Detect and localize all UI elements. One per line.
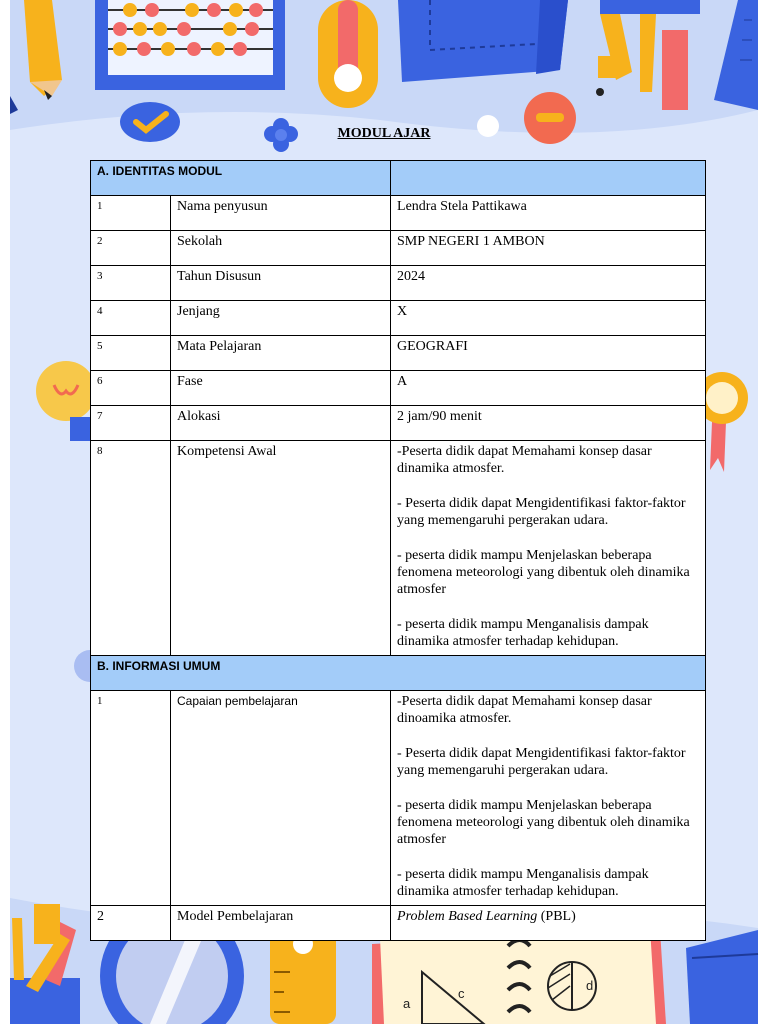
lightbulb-icon bbox=[36, 355, 92, 445]
row-value: Lendra Stela Pattikawa bbox=[391, 196, 706, 231]
model-name-suffix: (PBL) bbox=[537, 909, 576, 924]
kompetensi-points bbox=[391, 441, 706, 656]
cube-icon bbox=[398, 0, 568, 82]
row-label: Fase bbox=[171, 371, 391, 406]
row-label: Mata Pelajaran bbox=[171, 336, 391, 371]
table-row bbox=[91, 336, 706, 371]
row-label: Jenjang bbox=[171, 301, 391, 336]
section-b-heading: B. INFORMASI UMUM bbox=[91, 656, 706, 691]
kompetensi-point: -Peserta didik dapat Memahami konsep dasar dinamika atmosfer. bbox=[397, 444, 652, 476]
row-label: Alokasi bbox=[171, 406, 391, 441]
capaian-point: - peserta didik mampu Menjelaskan beberapa fenomena meteorologi yang dibentuk oleh dinamika atmosfer bbox=[397, 798, 690, 847]
table-row bbox=[91, 266, 706, 301]
row-number: 1 bbox=[91, 691, 171, 906]
row-number: 4 bbox=[91, 301, 171, 336]
capaian-point: - peserta didik mampu Menganalisis dampak dinamika atmosfer terhadap kehidupan. bbox=[397, 867, 649, 899]
row-label: Sekolah bbox=[171, 231, 391, 266]
row-label: Tahun Disusun bbox=[171, 266, 391, 301]
section-a-heading: A. IDENTITAS MODUL bbox=[91, 161, 391, 196]
row-number: 2 bbox=[91, 906, 171, 941]
math-notebook-icon bbox=[372, 928, 666, 1024]
row-number: 5 bbox=[91, 336, 171, 371]
row-label: Model Pembelajaran bbox=[171, 906, 391, 941]
row-value bbox=[391, 906, 706, 941]
row-label: Capaian pembelajaran bbox=[171, 691, 391, 906]
row-value: SMP NEGERI 1 AMBON bbox=[391, 231, 706, 266]
row-number: 6 bbox=[91, 371, 171, 406]
row-number: 1 bbox=[91, 196, 171, 231]
row-number: 8 bbox=[91, 441, 171, 656]
kompetensi-point: - Peserta didik dapat Mengidentifikasi faktor-faktor yang memengaruhi pergerakan udara. bbox=[397, 496, 686, 528]
section-a-blank-cell bbox=[391, 161, 706, 196]
row-value: A bbox=[391, 371, 706, 406]
award-ribbon-icon bbox=[704, 362, 752, 474]
row-value: 2 jam/90 menit bbox=[391, 406, 706, 441]
kompetensi-point: - peserta didik mampu Menganalisis dampak dinamika atmosfer terhadap kehidupan. bbox=[397, 617, 649, 649]
capaian-points bbox=[391, 691, 706, 906]
table-row bbox=[91, 406, 706, 441]
math-letter-a: a bbox=[403, 996, 411, 1011]
capaian-point: - Peserta didik dapat Mengidentifikasi faktor-faktor yang memengaruhi pergerakan udara. bbox=[397, 746, 686, 778]
row-value: 2024 bbox=[391, 266, 706, 301]
side-shape-icon bbox=[70, 646, 92, 686]
table-row bbox=[91, 231, 706, 266]
module-table bbox=[90, 160, 706, 941]
section-b-header-row bbox=[91, 656, 706, 691]
model-name-italic: Problem Based Learning bbox=[397, 909, 538, 924]
table-row-kompetensi bbox=[91, 441, 706, 656]
section-a-header-row bbox=[91, 161, 706, 196]
row-number: 7 bbox=[91, 406, 171, 441]
row-value: GEOGRAFI bbox=[391, 336, 706, 371]
math-letter-c: c bbox=[458, 986, 465, 1001]
math-letter-d: d bbox=[586, 978, 594, 993]
kompetensi-point: - peserta didik mampu Menjelaskan beberapa fenomena meteorologi yang dibentuk oleh dinamika atmosfer bbox=[397, 548, 690, 597]
table-row bbox=[91, 301, 706, 336]
row-number: 3 bbox=[91, 266, 171, 301]
abacus-icon bbox=[95, 0, 285, 90]
table-row-capaian bbox=[91, 691, 706, 906]
row-label: Nama penyusun bbox=[171, 196, 391, 231]
table-row bbox=[91, 371, 706, 406]
row-value: X bbox=[391, 301, 706, 336]
row-label: Kompetensi Awal bbox=[171, 441, 391, 656]
table-row bbox=[91, 196, 706, 231]
table-row bbox=[91, 906, 706, 941]
capaian-point: -Peserta didik dapat Memahami konsep dasar dinoamika atmosfer. bbox=[397, 694, 652, 726]
row-number: 2 bbox=[91, 231, 171, 266]
page-title: MODUL AJAR bbox=[337, 126, 431, 141]
thermometer-icon bbox=[318, 0, 378, 108]
ruler-vertical-icon bbox=[270, 928, 336, 1024]
